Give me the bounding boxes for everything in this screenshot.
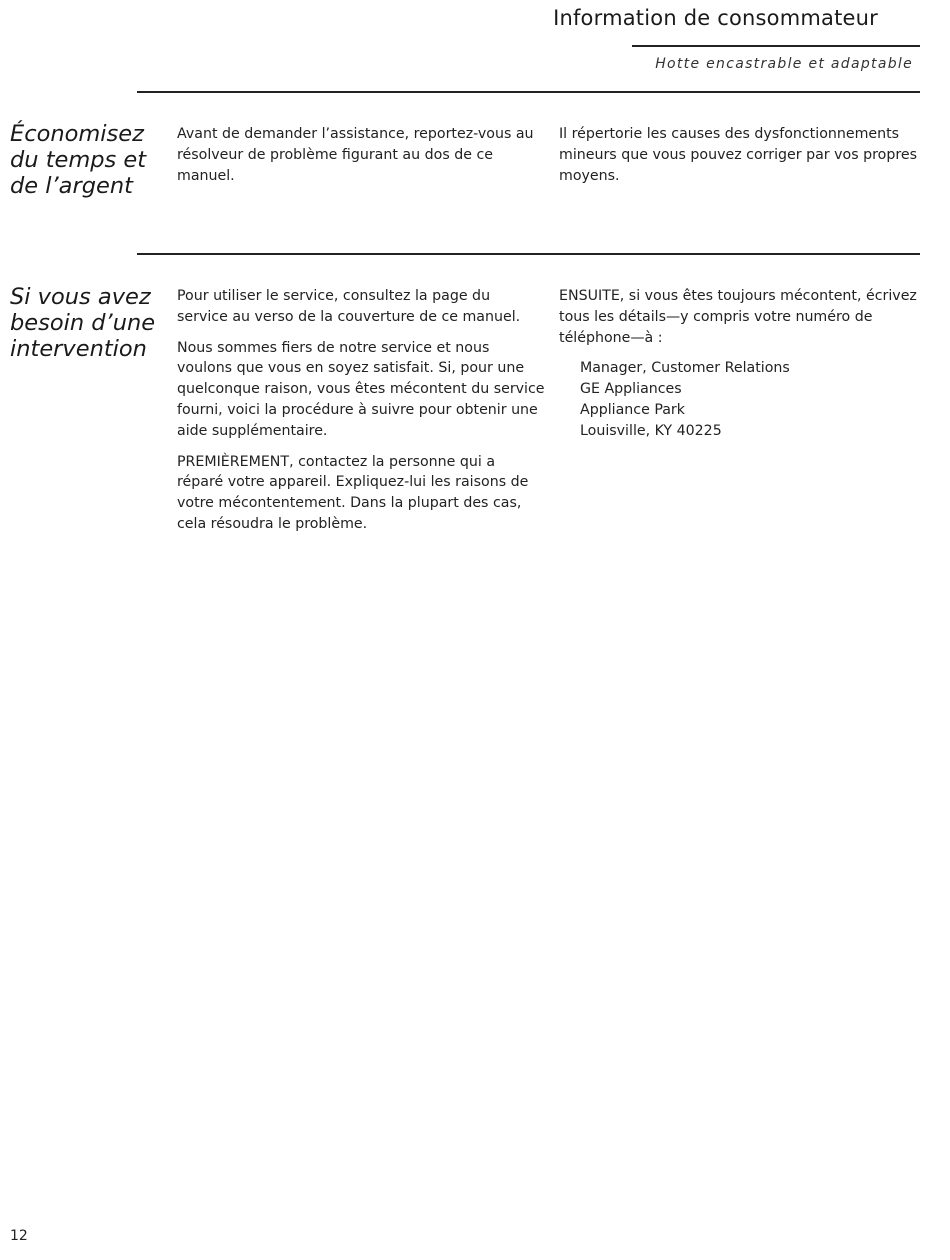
header-title: Information de consommateur bbox=[553, 6, 878, 30]
section-divider bbox=[137, 91, 920, 93]
heading-line: Si vous avez bbox=[10, 284, 151, 310]
heading-line: de l’argent bbox=[10, 173, 133, 199]
paragraph: ENSUITE, si vous êtes toujours mécontent, écrivez tous les détails—y compris votre numéro de téléphone—à : bbox=[559, 288, 917, 346]
address-line: Manager, Customer Relations bbox=[580, 360, 790, 377]
section-heading bbox=[10, 284, 160, 362]
paragraph: PREMIÈREMENT, contactez la personne qui a réparé votre appareil. Expliquez-lui les raisons de votre mécontentement. Dans la plupart des cas, cela résoudra le problème. bbox=[177, 453, 529, 532]
header-subtitle: Hotte encastrable et adaptable bbox=[655, 56, 913, 72]
address-line: Appliance Park bbox=[580, 401, 685, 418]
right-column bbox=[559, 124, 931, 196]
paragraph: Pour utiliser le service, consultez la page du service au verso de la couverture de ce manuel. bbox=[177, 288, 521, 325]
heading-line: du temps et bbox=[10, 147, 147, 173]
section-divider bbox=[137, 253, 920, 255]
heading-line: intervention bbox=[10, 336, 147, 362]
paragraph: Il répertorie les causes des dysfonctionnements mineurs que vous pouvez corriger par vos propres moyens. bbox=[559, 126, 917, 184]
address-line: Louisville, KY 40225 bbox=[580, 422, 722, 439]
address-line: GE Appliances bbox=[580, 381, 682, 398]
left-column bbox=[177, 286, 545, 545]
section-heading bbox=[10, 121, 160, 199]
heading-line: Économisez bbox=[10, 121, 144, 147]
paragraph: Nous sommes fiers de notre service et nous voulons que vous en soyez satisfait. Si, pour une quelconque raison, vous êtes mécontent du service fourni, voici la procédure à suivre pour obtenir une aide supplémentaire. bbox=[177, 339, 545, 439]
paragraph: Avant de demander l’assistance, reportez-vous au résolveur de problème figurant au dos de ce manuel. bbox=[177, 126, 534, 184]
left-column bbox=[177, 124, 545, 196]
header-divider bbox=[632, 45, 920, 47]
page-number: 12 bbox=[10, 1228, 28, 1244]
right-column bbox=[559, 286, 931, 442]
heading-line: besoin d’une bbox=[10, 310, 156, 336]
mailing-address bbox=[580, 358, 931, 441]
